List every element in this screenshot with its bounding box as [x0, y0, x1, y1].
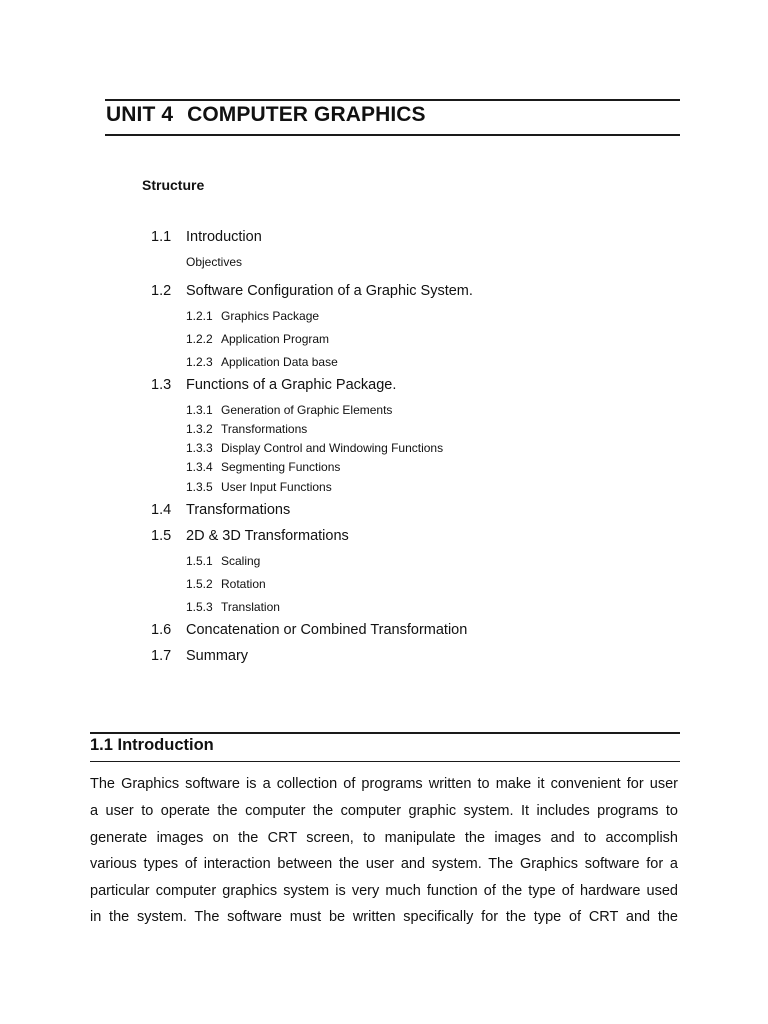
toc-item-1-2-3: 1.2.3 Application Data base	[186, 355, 338, 369]
paragraph-line: a user to operate the computer the computer graphic system. It includes programs to	[90, 803, 678, 819]
unit-title	[106, 103, 426, 127]
toc-item-1-3-4: 1.3.4 Segmenting Functions	[186, 460, 341, 474]
paragraph-line: The Graphics software is a collection of programs written to make it convenient for user	[90, 776, 678, 792]
unit-number: UNIT 4	[106, 103, 174, 126]
toc-item-1-3-1: 1.3.1 Generation of Graphic Elements	[186, 403, 393, 417]
toc-item-1-6: 1.6 Concatenation or Combined Transformation	[151, 622, 468, 638]
toc-item-1-5: 1.5 2D & 3D Transformations	[151, 528, 349, 544]
toc-item-1-2-2: 1.2.2 Application Program	[186, 332, 330, 346]
unit-name: COMPUTER GRAPHICS	[187, 103, 426, 126]
toc-item-1-3-3: 1.3.3 Display Control and Windowing Functions	[186, 441, 444, 455]
toc-item-1-3: 1.3 Functions of a Graphic Package.	[151, 377, 397, 393]
toc-item-1-3-5: 1.3.5 User Input Functions	[186, 480, 332, 494]
toc-item-1-2: 1.2 Software Configuration of a Graphic System.	[151, 283, 473, 299]
toc-item-1-1: 1.1 Introduction	[151, 229, 262, 245]
toc-item-objectives: Objectives	[186, 255, 243, 269]
structure-heading: Structure	[142, 177, 205, 193]
paragraph-line: particular computer graphics system is very much function of the type of hardware used	[90, 883, 678, 899]
toc-item-1-4: 1.4 Transformations	[151, 502, 291, 518]
paragraph-line: generate images on the CRT screen, to manipulate the images and to accomplish	[90, 830, 678, 846]
toc-item-1-5-2: 1.5.2 Rotation	[186, 577, 266, 591]
toc-item-1-5-3: 1.5.3 Translation	[186, 600, 280, 614]
paragraph-line: various types of interaction between the user and system. The Graphics software for a	[90, 856, 678, 872]
paragraph-line: in the system. The software must be written specifically for the type of CRT and the	[90, 909, 678, 925]
unit-title-bottom-rule	[105, 134, 680, 136]
toc-item-1-7: 1.7 Summary	[151, 648, 249, 664]
toc-item-1-5-1: 1.5.1 Scaling	[186, 554, 261, 568]
intro-section-heading: 1.1 Introduction	[90, 736, 214, 754]
toc-item-1-3-2: 1.3.2 Transformations	[186, 422, 308, 436]
intro-heading-top-rule	[90, 732, 680, 734]
unit-title-top-rule	[105, 99, 680, 101]
intro-heading-bottom-rule	[90, 761, 680, 762]
toc-item-1-2-1: 1.2.1 Graphics Package	[186, 309, 320, 323]
